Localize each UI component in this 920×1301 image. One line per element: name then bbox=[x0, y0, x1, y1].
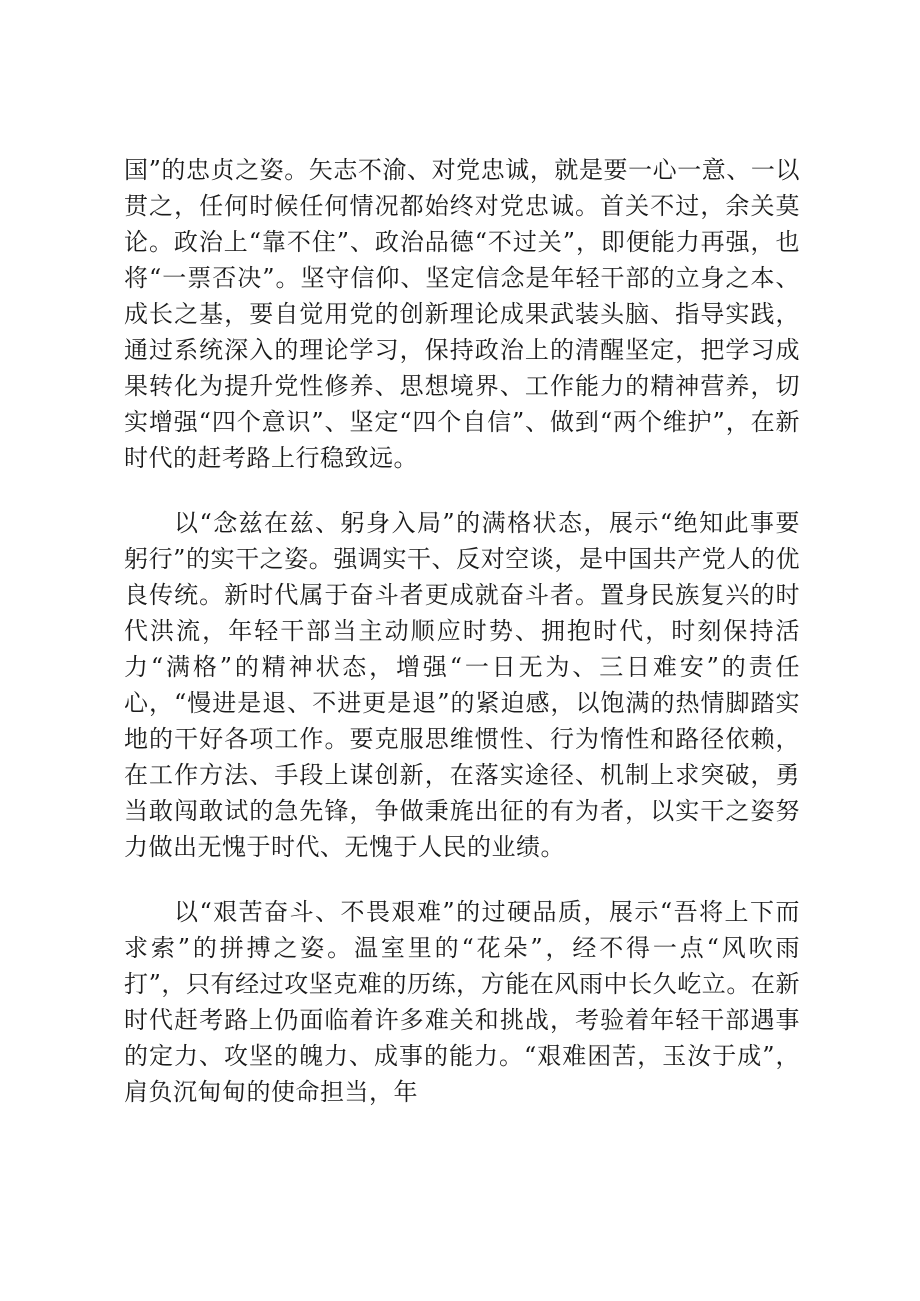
paragraph-3: 以“艰苦奋斗、不畏艰难”的过硬品质，展示“吾将上下而求索”的拼搏之姿。温室里的“花朵”，经不得一点“风吹雨打”，只有经过攻坚克难的历练，方能在风雨中长久屹立。在新时代赶考路上仍面临着许多难关和挑战，考验着年轻干部遇事的定力、攻坚的魄力、成事的能力。“艰难困苦，玉汝于成”，肩负沉甸甸的使命担当，年 bbox=[124, 898, 800, 1106]
paragraph-1: 国”的忠贞之姿。矢志不渝、对党忠诚，就是要一心一意、一以贯之，任何时候任何情况都始终对党忠诚。首关不过，余关莫论。政治上“靠不住”、政治品德“不过关”，即便能力再强，也将“一票否决”。坚守信仰、坚定信念是年轻干部的立身之本、成长之基，要自觉用党的创新理论成果武装头脑、指导实践，通过系统深入的理论学习，保持政治上的清醒坚定，把学习成果转化为提升党性修养、思想境界、工作能力的精神营养，切实增强“四个意识”、坚定“四个自信”、做到“两个维护”，在新时代的赶考路上行稳致远。 bbox=[124, 156, 800, 472]
document-page bbox=[124, 152, 800, 1110]
paragraph-2: 以“念兹在兹、躬身入局”的满格状态，展示“绝知此事要躬行”的实干之姿。强调实干、反对空谈，是中国共产党人的优良传统。新时代属于奋斗者更成就奋斗者。置身民族复兴的时代洪流，年轻干部当主动顺应时势、拥抱时代，时刻保持活力“满格”的精神状态，增强“一日无为、三日难安”的责任心，“慢进是退、不进更是退”的紧迫感，以饱满的热情脚踏实地的干好各项工作。要克服思维惯性、行为惰性和路径依赖，在工作方法、手段上谋创新，在落实途径、机制上求突破，勇当敢闯敢试的急先锋，争做秉旄出征的有为者，以实干之姿努力做出无愧于时代、无愧于人民的业绩。 bbox=[124, 509, 800, 861]
